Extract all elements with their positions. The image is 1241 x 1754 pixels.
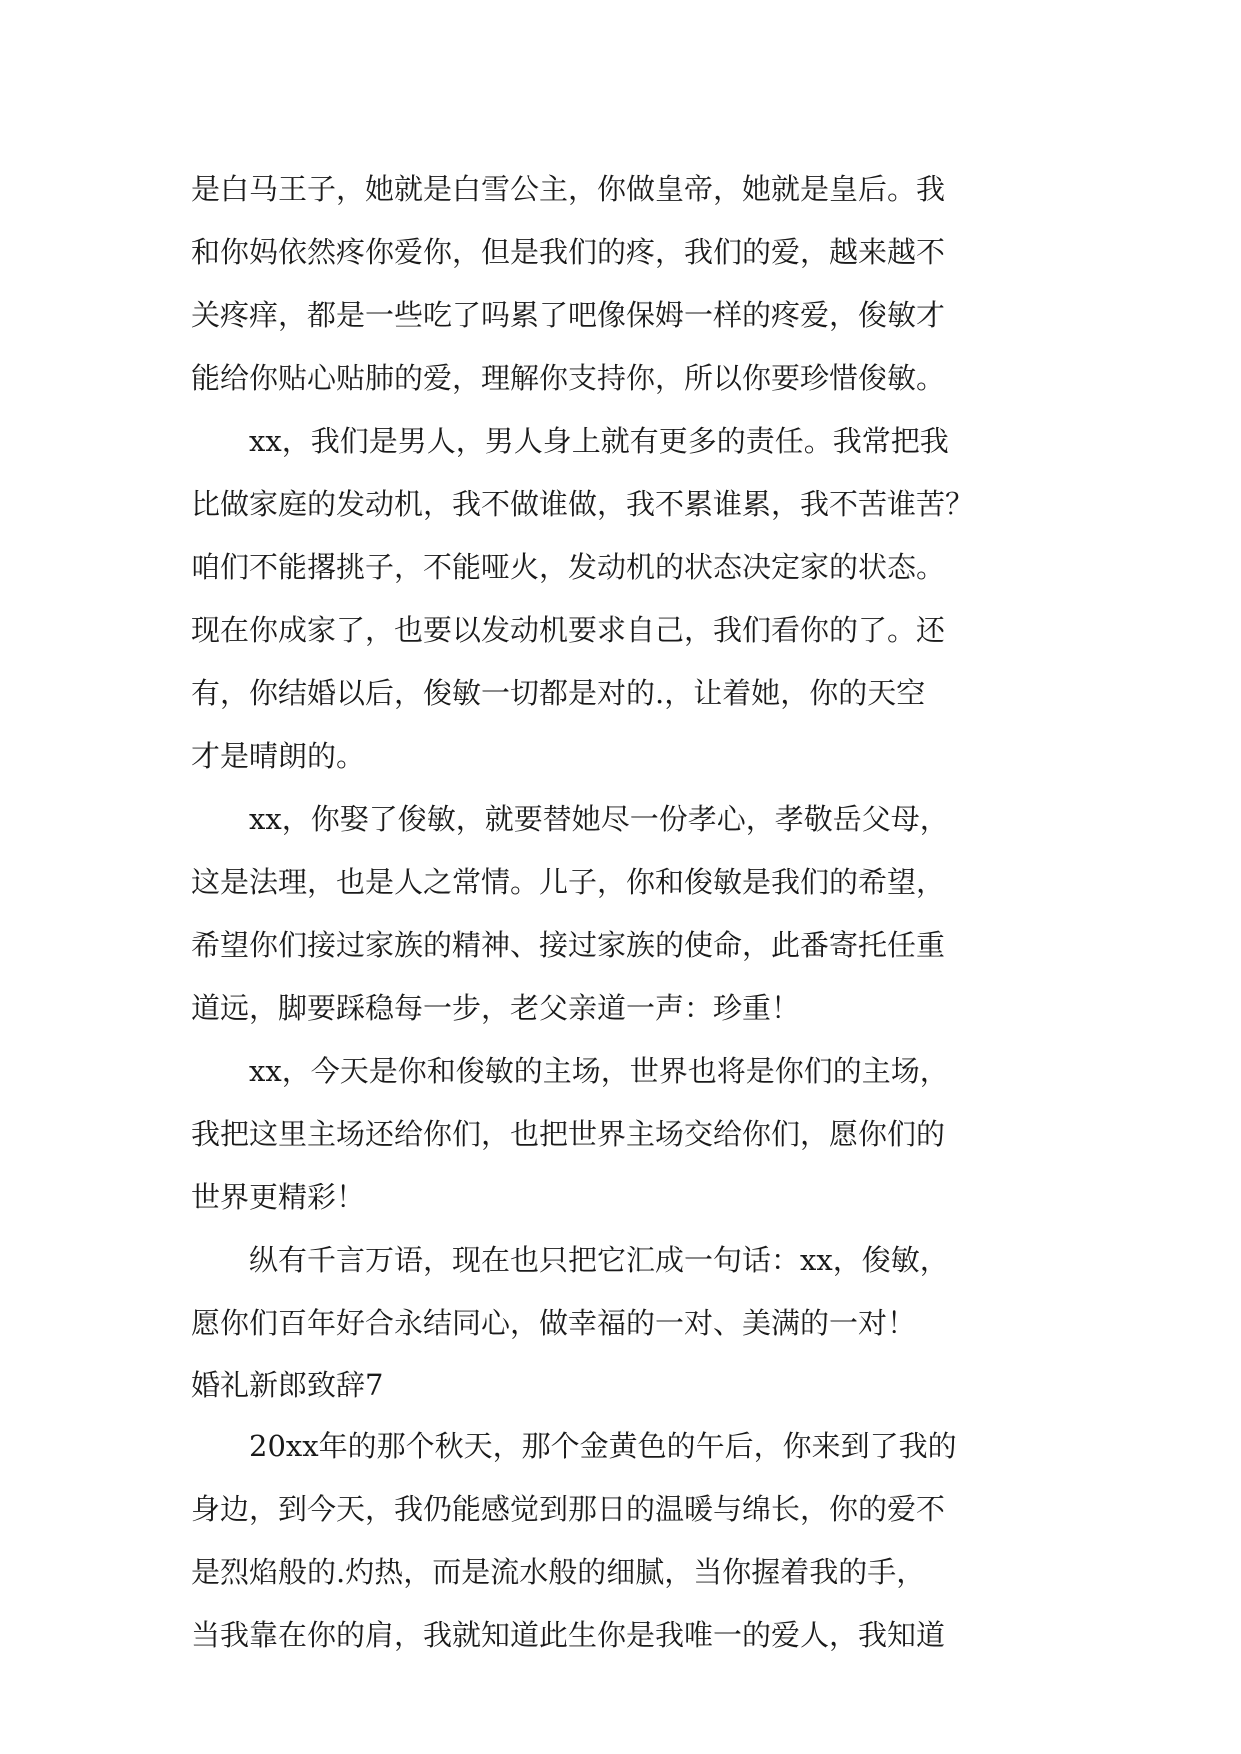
text-line: 纵有千言万语，现在也只把它汇成一句话：xx，俊敏， bbox=[191, 1243, 949, 1277]
text-line: 我把这里主场还给你们，也把世界主场交给你们，愿你们的 bbox=[191, 1117, 946, 1151]
text-line: 能给你贴心贴肺的爱，理解你支持你，所以你要珍惜俊敏。 bbox=[191, 361, 946, 395]
text-line: xx，我们是男人，男人身上就有更多的责任。我常把我 bbox=[191, 424, 949, 458]
text-line: 当我靠在你的肩，我就知道此生你是我唯一的爱人，我知道 bbox=[191, 1618, 946, 1652]
text-line: 是烈焰般的.灼热，而是流水般的细腻，当你握着我的手， bbox=[191, 1555, 926, 1589]
section-heading: 婚礼新郎致辞7 bbox=[191, 1368, 384, 1402]
text-line: 身边，到今天，我仍能感觉到那日的温暖与绵长，你的爱不 bbox=[191, 1492, 946, 1526]
text-line: 20xx年的那个秋天，那个金黄色的午后，你来到了我的 bbox=[191, 1429, 957, 1463]
document-body bbox=[191, 158, 1071, 1667]
text-line: 是白马王子，她就是白雪公主，你做皇帝，她就是皇后。我 bbox=[191, 172, 946, 206]
text-line: 关疼痒，都是一些吃了吗累了吧像保姆一样的疼爱，俊敏才 bbox=[191, 298, 946, 332]
text-line: 和你妈依然疼你爱你，但是我们的疼，我们的爱，越来越不 bbox=[191, 235, 946, 269]
text-line: 希望你们接过家族的精神、接过家族的使命，此番寄托任重 bbox=[191, 928, 946, 962]
text-line: 才是晴朗的。 bbox=[191, 739, 366, 773]
text-line: xx，今天是你和俊敏的主场，世界也将是你们的主场， bbox=[191, 1054, 949, 1088]
text-line: 这是法理，也是人之常情。儿子，你和俊敏是我们的希望， bbox=[191, 865, 946, 899]
text-line: 咱们不能撂挑子，不能哑火，发动机的状态决定家的状态。 bbox=[191, 550, 946, 584]
text-line: 愿你们百年好合永结同心，做幸福的一对、美满的一对！ bbox=[191, 1306, 917, 1340]
text-line: 道远，脚要踩稳每一步，老父亲道一声：珍重！ bbox=[191, 991, 801, 1025]
text-line: 现在你成家了，也要以发动机要求自己，我们看你的了。还 bbox=[191, 613, 946, 647]
text-line: 世界更精彩！ bbox=[191, 1180, 366, 1214]
text-line: xx，你娶了俊敏，就要替她尽一份孝心，孝敬岳父母， bbox=[191, 802, 949, 836]
text-line: 比做家庭的发动机，我不做谁做，我不累谁累，我不苦谁苦？ bbox=[191, 487, 975, 521]
text-line: 有，你结婚以后，俊敏一切都是对的.，让着她，你的天空 bbox=[191, 676, 926, 710]
